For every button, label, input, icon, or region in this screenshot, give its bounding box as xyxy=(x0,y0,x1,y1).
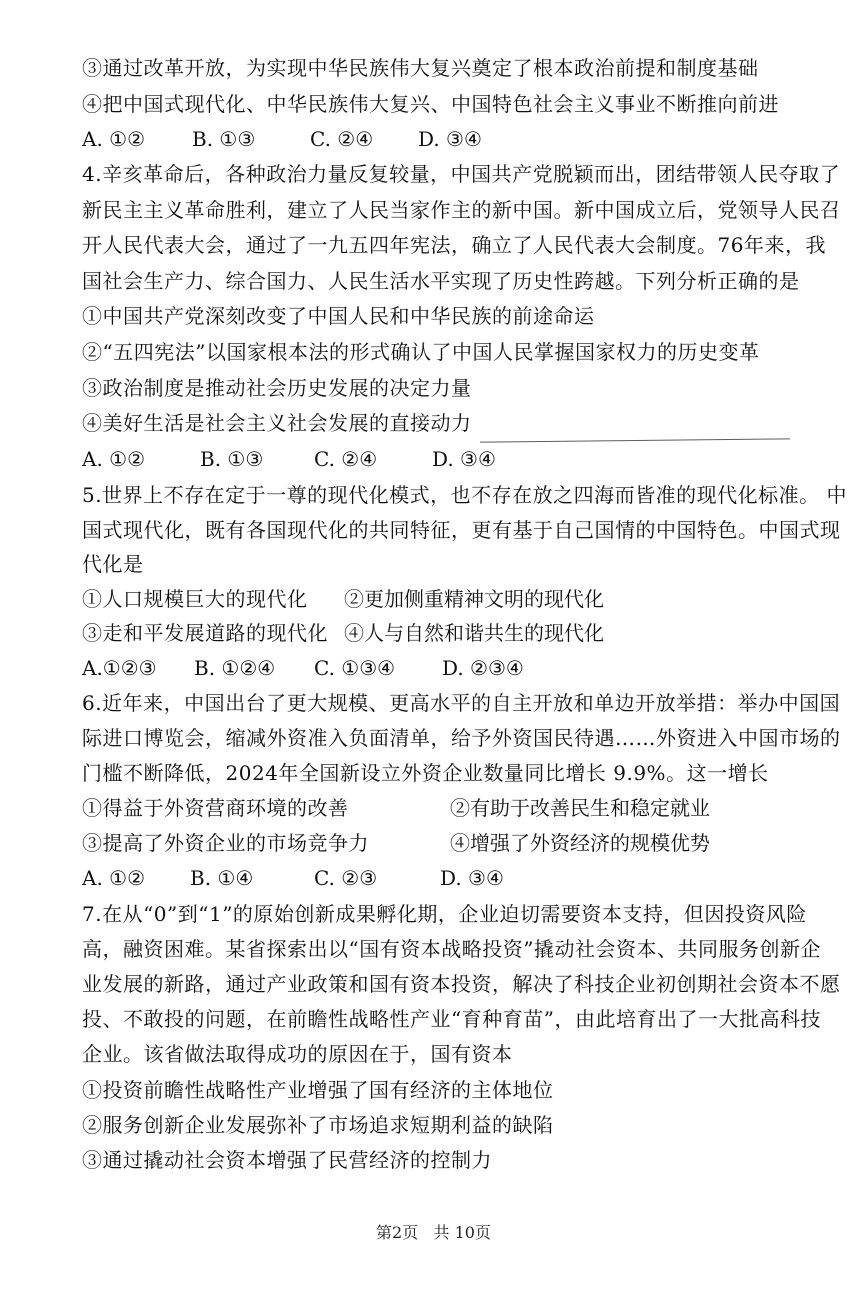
q5-stem-line: 国式现代化，既有各国现代化的共同特征，更有基于自己国情的中国特色。中国式现 xyxy=(82,518,841,542)
q4-stem-line: 新民主主义革命胜利，建立了人民当家作主的新中国。新中国成立后，党领导人民召 xyxy=(82,198,841,222)
choice-d: D. ②③④ xyxy=(442,656,524,680)
q7-stem-line: 投、不敢投的问题，在前瞻性战略性产业“育种育苗”，由此培育出了一大批高科技 xyxy=(82,1007,821,1031)
q6-option-3: ③提高了外资企业的市场竞争力 xyxy=(82,831,369,855)
choice-a: A. ①② xyxy=(82,866,146,890)
q7-stem-line: 业发展的新路，通过产业政策和国有资本投资，解决了科技企业初创期社会资本不愿 xyxy=(82,972,841,996)
q6-option-4: ④增强了外资经济的规模优势 xyxy=(450,831,710,855)
q5-option-1: ①人口规模巨大的现代化 xyxy=(82,587,308,611)
page-number: 第2页 xyxy=(376,1223,419,1242)
q4-option-3: ③政治制度是推动社会历史发展的决定力量 xyxy=(82,376,472,400)
q6-stem-line: 门槛不断降低，2024年全国新设立外资企业数量同比增长 9.9%。这一增长 xyxy=(82,761,769,785)
q4-stem-line: 国社会生产力、综合国力、人民生活水平实现了历史性跨越。下列分析正确的是 xyxy=(82,269,800,293)
q3-answer-choices xyxy=(82,125,482,153)
q5-option-3: ③走和平发展道路的现代化 xyxy=(82,621,328,645)
choice-c: C. ②④ xyxy=(310,127,374,151)
choice-b: B. ①③ xyxy=(192,127,256,151)
choice-c: C. ①③④ xyxy=(314,656,396,680)
choice-c: C. ②④ xyxy=(314,447,378,471)
q3-option-4: ④把中国式现代化、中华民族伟大复兴、中国特色社会主义事业不断推向前进 xyxy=(82,92,779,116)
page-total: 共 10页 xyxy=(433,1223,491,1242)
choice-c: C. ②③ xyxy=(314,866,378,890)
q4-answer-choices xyxy=(82,445,496,473)
q6-answer-choices xyxy=(82,864,504,892)
q7-stem-line: 企业。该省做法取得成功的原因在于，国有资本 xyxy=(82,1042,513,1066)
pen-mark xyxy=(480,438,790,448)
choice-d: D. ③④ xyxy=(440,866,504,890)
choice-d: D. ③④ xyxy=(432,447,496,471)
q5-option-2: ②更加侧重精神文明的现代化 xyxy=(344,587,604,611)
q4-option-1: ①中国共产党深刻改变了中国人民和中华民族的前途命运 xyxy=(82,304,595,328)
q5-answer-choices xyxy=(82,654,524,682)
choice-a: A.①②③ xyxy=(82,656,157,680)
q6-stem-line: 6.近年来，中国出台了更大规模、更高水平的自主开放和单边开放举措：举办中国国 xyxy=(82,691,841,715)
q7-stem-line: 7.在从“0”到“1”的原始创新成果孵化期，企业迫切需要资本支持，但因投资风险 xyxy=(82,902,807,926)
q5-option-4: ④人与自然和谐共生的现代化 xyxy=(344,621,604,645)
choice-b: B. ①③ xyxy=(200,447,264,471)
q4-stem-line: 开人民代表大会，通过了一九五四年宪法，确立了人民代表大会制度。76年来，我 xyxy=(82,233,826,257)
q5-stem-line: 5.世界上不存在定于一尊的现代化模式，也不存在放之四海而皆准的现代化标准。 中 xyxy=(82,483,847,507)
q4-option-2: ②“五四宪法”以国家根本法的形式确认了中国人民掌握国家权力的历史变革 xyxy=(82,340,760,364)
choice-b: B. ①④ xyxy=(190,866,254,890)
page-footer xyxy=(0,1222,867,1244)
q7-option-3: ③通过撬动社会资本增强了民营经济的控制力 xyxy=(82,1148,492,1172)
q4-stem-line: 4.辛亥革命后，各种政治力量反复较量，中国共产党脱颖而出，团结带领人民夺取了 xyxy=(82,162,841,186)
q7-option-1: ①投资前瞻性战略性产业增强了国有经济的主体地位 xyxy=(82,1078,554,1102)
choice-d: D. ③④ xyxy=(418,127,482,151)
q6-stem-line: 际进口博览会，缩减外资准入负面清单，给予外资国民待遇……外资进入中国市场的 xyxy=(82,726,841,750)
q3-option-3: ③通过改革开放，为实现中华民族伟大复兴奠定了根本政治前提和制度基础 xyxy=(82,56,759,80)
choice-a: A. ①② xyxy=(82,447,146,471)
q6-option-2: ②有助于改善民生和稳定就业 xyxy=(450,796,710,820)
q5-stem-line: 代化是 xyxy=(82,552,144,576)
q7-option-2: ②服务创新企业发展弥补了市场追求短期利益的缺陷 xyxy=(82,1113,554,1137)
choice-b: B. ①②④ xyxy=(194,656,276,680)
q6-option-1: ①得益于外资营商环境的改善 xyxy=(82,796,349,820)
choice-a: A. ①② xyxy=(82,127,146,151)
q7-stem-line: 高，融资困难。某省探索出以“国有资本战略投资”撬动社会资本、共同服务创新企 xyxy=(82,937,821,961)
q4-option-4: ④美好生活是社会主义社会发展的直接动力 xyxy=(82,411,472,435)
